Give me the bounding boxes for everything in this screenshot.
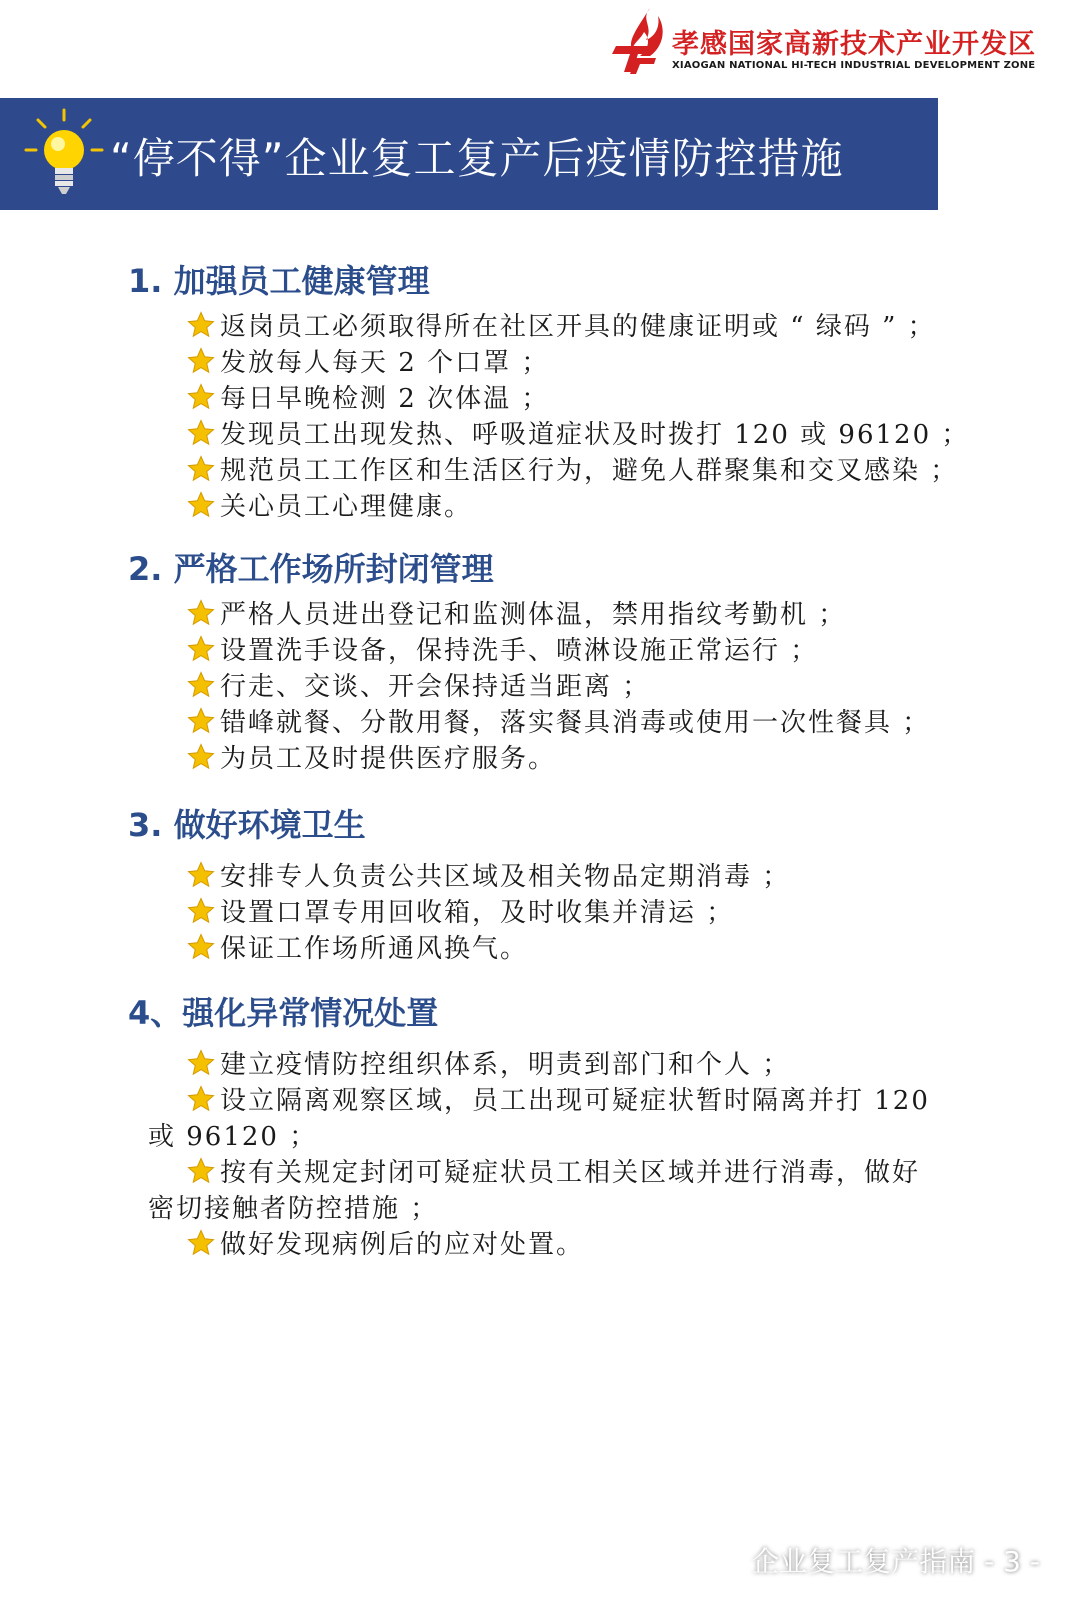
- zone-logo: [610, 6, 1050, 78]
- star-icon: [186, 860, 216, 890]
- lightbulb-icon: [20, 106, 110, 206]
- item-text: 设立隔离观察区域，员工出现可疑症状暂时隔离并打 120: [220, 1086, 930, 1116]
- list-item: [186, 856, 790, 893]
- item-text: 按有关规定封闭可疑症状员工相关区域并进行消毒，做好: [220, 1158, 921, 1188]
- item-text: 为员工及时提供医疗服务。: [220, 744, 557, 774]
- star-icon: [186, 634, 216, 664]
- item-text: 保证工作场所通风换气。: [220, 934, 529, 964]
- list-item: [186, 1080, 930, 1117]
- item-text: 做好发现病例后的应对处置。: [220, 1230, 585, 1260]
- item-continuation: 密切接触者防控措施 ；: [148, 1194, 439, 1224]
- logo-english-name: XIAOGAN NATIONAL HI-TECH INDUSTRIAL DEVELOPMENT ZONE: [672, 60, 1036, 71]
- section-title-2: 2. 严格工作场所封闭管理: [128, 550, 494, 588]
- list-item: [186, 702, 930, 739]
- list-item: [186, 928, 528, 965]
- section-title-4: 4、强化异常情况处置: [128, 994, 439, 1032]
- list-item: [186, 1224, 584, 1261]
- item-text: 发放每人每天 2 个口罩 ；: [220, 348, 550, 378]
- item-text: 返岗员工必须取得所在社区开具的健康证明或 “ 绿码 ” ；: [220, 312, 936, 342]
- item-text: 发现员工出现发热、呼吸道症状及时拨打 120 或 96120 ；: [220, 420, 970, 450]
- star-icon: [186, 706, 216, 736]
- list-item: [186, 738, 556, 775]
- list-item: [186, 450, 958, 487]
- star-icon: [186, 1084, 216, 1114]
- star-icon: [186, 670, 216, 700]
- list-item: [186, 892, 734, 929]
- list-item: [186, 1152, 920, 1189]
- item-text: 建立疫情防控组织体系，明责到部门和个人 ；: [220, 1050, 791, 1080]
- item-text: 行走、交谈、开会保持适当距离 ；: [220, 672, 651, 702]
- banner-title: “停不得”企业复工复产后疫情防控措施: [110, 134, 844, 183]
- list-item: [186, 414, 969, 451]
- list-item: [186, 666, 650, 703]
- flame-logo-icon: [610, 6, 670, 76]
- item-text: 关心员工心理健康。: [220, 492, 473, 522]
- item-continuation: 或 96120 ；: [148, 1122, 318, 1152]
- star-icon: [186, 1156, 216, 1186]
- list-item: [186, 378, 549, 415]
- star-icon: [186, 418, 216, 448]
- list-item: [186, 1044, 790, 1081]
- list-item: [186, 630, 818, 667]
- item-text: 设置口罩专用回收箱，及时收集并清运 ；: [220, 898, 735, 928]
- section-title-3: 3. 做好环境卫生: [128, 806, 366, 844]
- star-icon: [186, 598, 216, 628]
- star-icon: [186, 1228, 216, 1258]
- list-item: [186, 486, 472, 523]
- star-icon: [186, 454, 216, 484]
- title-banner: [0, 98, 938, 210]
- logo-chinese-name: 孝感国家高新技术产业开发区: [672, 29, 1036, 60]
- item-text: 设置洗手设备，保持洗手、喷淋设施正常运行 ；: [220, 636, 819, 666]
- list-item: [186, 594, 846, 631]
- star-icon: [186, 932, 216, 962]
- list-item: [186, 342, 549, 379]
- item-text: 错峰就餐、分散用餐，落实餐具消毒或使用一次性餐具 ；: [220, 708, 931, 738]
- star-icon: [186, 346, 216, 376]
- star-icon: [186, 1048, 216, 1078]
- star-icon: [186, 896, 216, 926]
- item-text: 严格人员进出登记和监测体温，禁用指纹考勤机 ；: [220, 600, 847, 630]
- star-icon: [186, 490, 216, 520]
- footer-page-label: 企业复工复产指南 - 3 -: [751, 1545, 1040, 1578]
- section-title-1: 1. 加强员工健康管理: [128, 262, 430, 300]
- item-text: 安排专人负责公共区域及相关物品定期消毒 ；: [220, 862, 791, 892]
- star-icon: [186, 310, 216, 340]
- list-item: [186, 306, 936, 343]
- item-text: 规范员工工作区和生活区行为，避免人群聚集和交叉感染 ；: [220, 456, 959, 486]
- star-icon: [186, 382, 216, 412]
- item-text: 每日早晚检测 2 次体温 ；: [220, 384, 550, 414]
- star-icon: [186, 742, 216, 772]
